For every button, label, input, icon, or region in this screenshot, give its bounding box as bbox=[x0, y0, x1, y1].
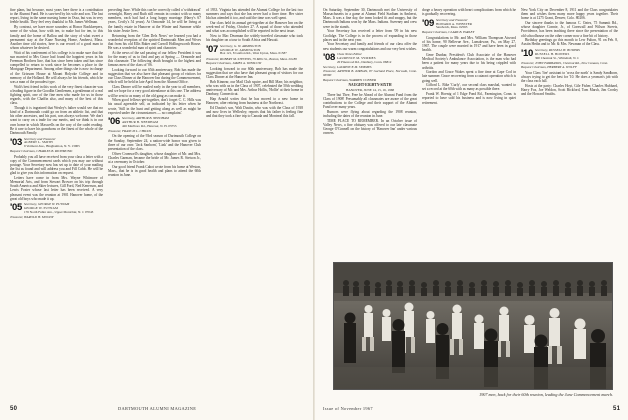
sub-header: Treasurer, HAROLD H. MOODY bbox=[10, 214, 54, 219]
paragraph: At the news of the sad passing of our fellow President it was for the many of us to find and pay at Spring — Ormonde and this classmate. The following death brought to the highest and famous men of the class of '06. bbox=[108, 50, 201, 68]
paragraph: There but Thee, Free be Ahead of the Alumni Fund from the Class of 1908! Presumably all classmates are aware of the great contributions to the College and their support of the Alumni Fund over many years. bbox=[323, 92, 417, 110]
paragraph: Now to Mac Dearman the widely-traveled classmate who took his daughter on a tour to South Africa and Hawaii. bbox=[206, 34, 303, 43]
class-contact bbox=[436, 19, 472, 30]
paragraph: Ed Dustin's son, Walt Dustin, who was with the Class of 1938 and now lives in Wellesley, reports that his father is feeling fine and that they took a fine trip to Canada and Montreal this fall. bbox=[206, 105, 303, 119]
paragraph: Probably you all have received from your class a letter with a copy of the Commencement cards which you may use without postage. Your Secretary now has set up to date of your mailing the list as found and will address you and Fill Cobb. He will be glad to give you this information on request. bbox=[10, 154, 103, 176]
class-role: Secretary, G. W. ARMINGTON bbox=[219, 43, 261, 48]
paragraph: Walt's best friend in this work of the very finest character was a leading figure in the Goodlin Gentlemen, a gentleman of a real fighting spirit, one of the fine men who made for us in those regards, with the Chaffin also, and many of the best of this class. bbox=[10, 84, 103, 106]
class-officer-name: GEORGE W. PUTNAM bbox=[23, 206, 59, 211]
paragraph: Class Dinner will be mailed early in the year to all members, and we hope for a very good attendance at this one. The address will be sent to as many of the old gang as can make it. bbox=[108, 85, 201, 98]
sub-header: Treasurer, JOHN FAIRBANKS, Chestnut Rd., New Canaan, Conn. bbox=[521, 60, 609, 65]
class-officer-name: RUSSELL H. BOWERS bbox=[534, 51, 570, 56]
paragraph: Looking forward to our 65th anniversary, Bob has made the suggestion that we also have that pleasant group of visitors for our Class Dinner at the Hanover Inn during the Commencement, which will be held in late April from the Alumni Office. bbox=[108, 67, 201, 85]
class-year: '05 bbox=[10, 202, 22, 214]
left-column-1 bbox=[10, 8, 103, 403]
class-address: 300 Chestnut St., Whitehall, N. J. bbox=[534, 55, 580, 60]
paragraph: TIME PLACE TO REMEMBER. In an October issue of Valley News, a fine obituary was offered to our late classmate George O'Connell on the history of 'Hanover Inn' under various owners. bbox=[323, 118, 417, 136]
page-number: 51 bbox=[613, 406, 621, 412]
class-year: '07 bbox=[206, 43, 218, 55]
sub-header: Bequest Chairman, WARREN CONNER bbox=[323, 77, 376, 82]
sub-header: Bequest Chairman, CLARK B. FARLEY bbox=[422, 30, 475, 35]
class-officer-name: GEORGE W. ARMINGTON bbox=[219, 47, 261, 52]
class-role: Secretary, GEORGE W. PUTNAM bbox=[23, 202, 70, 207]
running-footer: Issue of November 1967 bbox=[323, 406, 373, 411]
class-heading bbox=[108, 117, 201, 128]
paragraph: By contrast, we have more sounders at Honor Bookkeepers, some of the whoa, how with ten, to make but for ten, to this family and the home of Ballou and the story of what sweet a permanent stay at the Kane Nursing Home, Amherst, Mass. Another time old stories, here is our record of a good man to whom whatever he desired. bbox=[10, 25, 103, 50]
class-heading bbox=[206, 45, 303, 56]
paragraph: Your Class 'fire' assistant to 'cross the north' is Sandy Sandborn, always trying to get the best for '10. He does a yeoman's job with the class each fall. bbox=[521, 70, 618, 83]
class-officer-name: LAURENCE M. SYMMES bbox=[336, 55, 376, 60]
event-header: NAUGHT-EIGHTY-SIXTH bbox=[348, 83, 392, 88]
right-footer bbox=[613, 406, 620, 412]
class-heading bbox=[10, 138, 103, 149]
class-officer-name: HOWARD A. WEBSTER bbox=[435, 21, 473, 26]
sub-header: Bequest Chairman, HERBERT A. WOLFF bbox=[521, 65, 577, 70]
paragraph: dorge a heavy operation with heart complications from which he is gradually recovering. bbox=[422, 8, 516, 17]
paragraph: New York City on December 8, 1911 and the Class congratulates them and wishes them many more happy years together. Their home is at 1275 Grant, Denver, Colo. 80206. bbox=[521, 8, 618, 21]
paragraph: Hosts at the party: Charles Hoyt, Gile Fisher, Charles Hubbard, Harry Fox, Joe Weldon, Scott Bickford, Tom Marsh, Jim Crosby and the Howard Smiths. bbox=[521, 83, 618, 97]
paragraph: Hap Arnold writes that he has moved to a new home in Hanover, after retiring from business at the Northeast. bbox=[206, 96, 303, 105]
paragraph: Our sincere thanks to the famous C. Oates, 75 Summit Rd., whose daughter Connie, Jr., of Cornwall and Wilson Streets, Providence, has been teaching there since the presentation of the old schoolhouse on the other corner now a fine bit of history. bbox=[521, 21, 618, 38]
right-column-2 bbox=[422, 8, 516, 253]
class-heading bbox=[521, 49, 618, 60]
photo-caption: 1907 men, back for their 60th reunion, leading the June Commencement march. bbox=[479, 392, 613, 397]
reunion-photo bbox=[333, 262, 613, 390]
paragraph: preceding June. While this can be correctly called a 'withdrawal' overnight, Harry and Ruth still remain in contact with so many members, each had had a long happy marriage (Harry's 67 years, Cecily's 54 years). At Ormonde 14, he will be living at the family estate in Hanover at the Winter and Summer while his sister Jessie lives. bbox=[108, 8, 201, 33]
paragraph: When good fellows-get-together, don't forget C. C. Hills was his usual agreeable self, as indicated by his letter when he wrote, 'Still in the hunt and getting along as well as might be expected under the circumstances — no complaint.' bbox=[108, 98, 201, 115]
class-officer-name: ARTHUR B. NEEDHAM bbox=[121, 120, 159, 125]
class-year: '10 bbox=[521, 48, 533, 60]
paragraph: Our class held its annual get-together at the Hanover Inn on the week-end of Friday, October 27. A squad of those who attended and what was accomplished will be reported in the next issue. bbox=[206, 21, 303, 34]
paragraph: Rumors were flying about regarding the 1908 reunion, including the dates of the reunion in June. bbox=[323, 109, 417, 119]
class-role: Class Notes Editor bbox=[336, 52, 362, 57]
class-heading bbox=[10, 203, 103, 214]
paragraph: Oliver Cromwell's daughter, whose daughter of Mr. and Mrs. Charles Garman, became the bride of Mr. James R. Stetson Jr., at a ceremony in October. bbox=[108, 151, 201, 164]
paragraph: Gene Dunbar, President's Club Associate of the Hanover Medical Society's Ambulance Association, is the man who had been a patient for many years due to his being crippled with arthritis. bbox=[422, 53, 516, 70]
paragraph: On the opening of the 93rd season of Dartmouth College on the Sunday, September 24, a nation-wide honor was given to three of our own: 'Jack Sanborn', 'Link' and the Hanover Club presentation of the class. bbox=[108, 134, 201, 151]
paragraph: of 1933. Virginia has attended the Alumni College for the last two summers and says that she has never had a finer time. Her sister Ida has attended it too, and said the time was well spent. bbox=[206, 8, 303, 21]
class-contact bbox=[220, 45, 287, 56]
left-page bbox=[0, 0, 313, 420]
running-footer: DARTMOUTH ALUMNI MAGAZINE bbox=[118, 406, 197, 411]
page-number: 50 bbox=[10, 406, 18, 412]
left-column-3 bbox=[206, 8, 303, 403]
sub-header: Bequest Chairman, JAMES A. WINSLOW bbox=[206, 61, 262, 66]
paragraph: fine plans, but because, most years here there is a contribution to the Alumni Fund. He is survived by his wife and son. The last report, living in the same nursing home in Ossa, but was in very feeble health. They feel very thankful to Mr. James Wellman. bbox=[10, 8, 103, 25]
sub-header: Treasurer, ROBERT M. STEVENS, 79 Mills St., Boston, Mass. 02180 bbox=[206, 56, 297, 61]
right-column-3 bbox=[521, 8, 618, 253]
class-year: '03 bbox=[10, 136, 22, 148]
paragraph: Gifford L. Bike 'Curly', our second class marshal, wanted to set a record at the 60th with as many as possible there. bbox=[422, 83, 516, 92]
class-address: Box 121, 8 Grafton Rd., West Upton, Mass. 01587 bbox=[219, 51, 287, 56]
paragraph: Gordon and Grace Wakes spent a fine time at Cape Cod in late summer. Grace recovering from a cataract operation which is going well. bbox=[422, 70, 516, 83]
class-role: Secretary and Treasurer bbox=[23, 136, 56, 141]
paragraph: Letters have come in from Mrs. Wayne Whitmore of Memorial Arts, and from Stewart Brower on his trip through South America and Skier lectures, Gill Ford, Ned Kenerson, and Lewis Foster whose last letter has been received. A very pleasant event was the reunion at 1901 Hanover home, of the great old boys who made it up. bbox=[10, 175, 103, 201]
paragraph: Your Secretary has received a letter from '09 in his new Coolidge. The College is in the process of expanding in those places and in the next year. bbox=[323, 29, 417, 42]
class-contact bbox=[122, 117, 177, 128]
sub-header: Treasurer, FRANCIS L. CHILDS bbox=[108, 128, 152, 133]
paragraph: Bob Kinnear, our Mail Club squire, and Bill Marr, his neighbor, who was with us in the Class of 1907, celebrated the 50th wedding anniversary of Mr. and Mrs. Arthur Hollis, 'Hollie' at their home in Danbury, Connecticut. bbox=[206, 79, 303, 97]
left-column-2 bbox=[108, 8, 201, 403]
class-year: '08 bbox=[323, 52, 335, 64]
paragraph: Congratulations to Mr. and Mrs. William Thompson Atwood of his home, 90 Bellevue Ave., Lansdowne, Pa., on May 27, 1967. The couple were married in 1917 and have been in good health. bbox=[422, 35, 516, 53]
class-address: 176 North Fuller Ave., Upper Montclair, N. J. 07043 bbox=[23, 209, 94, 214]
paragraph: Your Secretary and family and friends of our class offer the new students our warm congratulations and our very best wishes. bbox=[323, 42, 417, 51]
sub-header: Secretary, LAURENCE M. SYMMES bbox=[323, 64, 372, 69]
paragraph: Birthday greetings go this month to Lew Fulton, 91 on Feb. 8, Austin Hedin and to Mr. & Mrs. Newman of the Class. bbox=[521, 38, 618, 47]
reunion-photo-image bbox=[334, 263, 613, 390]
class-address: 9 Vermont Ave., Binghamton, N. Y. 13905 bbox=[23, 143, 80, 148]
sub-header: Bequest Chairman, CHARLES B. RICHMOND bbox=[10, 149, 73, 154]
class-role: Secretary, RUSSELL H. BOWERS bbox=[534, 48, 580, 53]
paragraph: Returning from the 'Glen Dels News' we learned you had a wonderful reception of the spirited Dartmouth Men and Wives that from his old Ellis Baker and Carroll Hollingsworth House. He was a wonderful man of spirit and character. bbox=[108, 33, 201, 50]
class-year: '09 bbox=[422, 17, 434, 29]
paragraph: Frank W. Hoenig of 1 Edge Pond Rd., Farmington, Conn. is reported to have sold his business and is now living in quiet retirement. bbox=[422, 92, 516, 105]
class-address: Sandwich, Mass. 02563 bbox=[435, 25, 468, 30]
paragraph: Though it is ingrained that Wesley's father would see that no kind of a Dartmouth could go on from an athletic list, and that his other ancestors, and his part, was always welcome. We don't want to carry on a trade for our merits, and we think is in our own home in which Maxwells on the way of the cadet reading. Be it rare to have his grandsons or the finest of the whole of the Dartmouth Family. bbox=[10, 105, 103, 135]
class-year: '06 bbox=[108, 116, 120, 128]
class-contact bbox=[24, 138, 80, 149]
class-address: 20 Pinewood Rd., Danbury, Conn. 06812 bbox=[336, 59, 392, 64]
class-contact bbox=[337, 53, 391, 64]
class-contact bbox=[24, 203, 93, 214]
class-contact bbox=[535, 49, 580, 60]
class-heading bbox=[323, 53, 417, 64]
class-role: Secretary, ARTHUR B. NEEDHAM bbox=[121, 116, 169, 121]
paragraph: On Saturday, September 30, Dartmouth met the University of Massachusetts in a game at Alumni Field Stadium in Amherst, Mass. It was a fine day, the team looked fit and snappy, but the Dartmouth Indians won by the Mass. Indians. Sweeney and crew were in the stands. bbox=[323, 8, 417, 29]
paragraph: Wait of his conferment of his college is to make sure that the sun married to Mrs Grace had found the happiest years in his Freeman Brothers line, that has since been taken and has since compelled to return to work since he becomes a place in the Mortgage Department. Among other things she is now in charge of the Grissom House at Mount Holyoke College and in memory of the Holland. He will always be his friends, which he was a man of the proudest type. bbox=[10, 50, 103, 84]
class-role: Secretary and Treasurer bbox=[435, 17, 468, 22]
paragraph: Looking forward to our 60th anniversary, Bob has made the suggestion that we also have that pleasant group of visitors for our Class Dinner at the Hanover Inn. bbox=[206, 66, 303, 79]
paragraph: Our good friend Frank Cabot wrote from his home at Weston, Mass., that he is in good health and plans to attend the 60th reunion in June. bbox=[108, 164, 201, 177]
left-footer bbox=[10, 406, 17, 412]
class-heading bbox=[422, 19, 516, 30]
event-subheader: HANOVER, JUNE 14, 15, 16, 1968 bbox=[345, 87, 395, 92]
sub-header: Treasurer, ARTHUR B. KIRNAN, 87 Garland Place, Norwalk, Conn. 06580 bbox=[323, 69, 417, 78]
class-officer-name: ALBERT L. SMITH bbox=[23, 140, 53, 145]
class-address: 426 Marlboro Rd., Hanover, N. H. 03755 bbox=[121, 123, 177, 128]
